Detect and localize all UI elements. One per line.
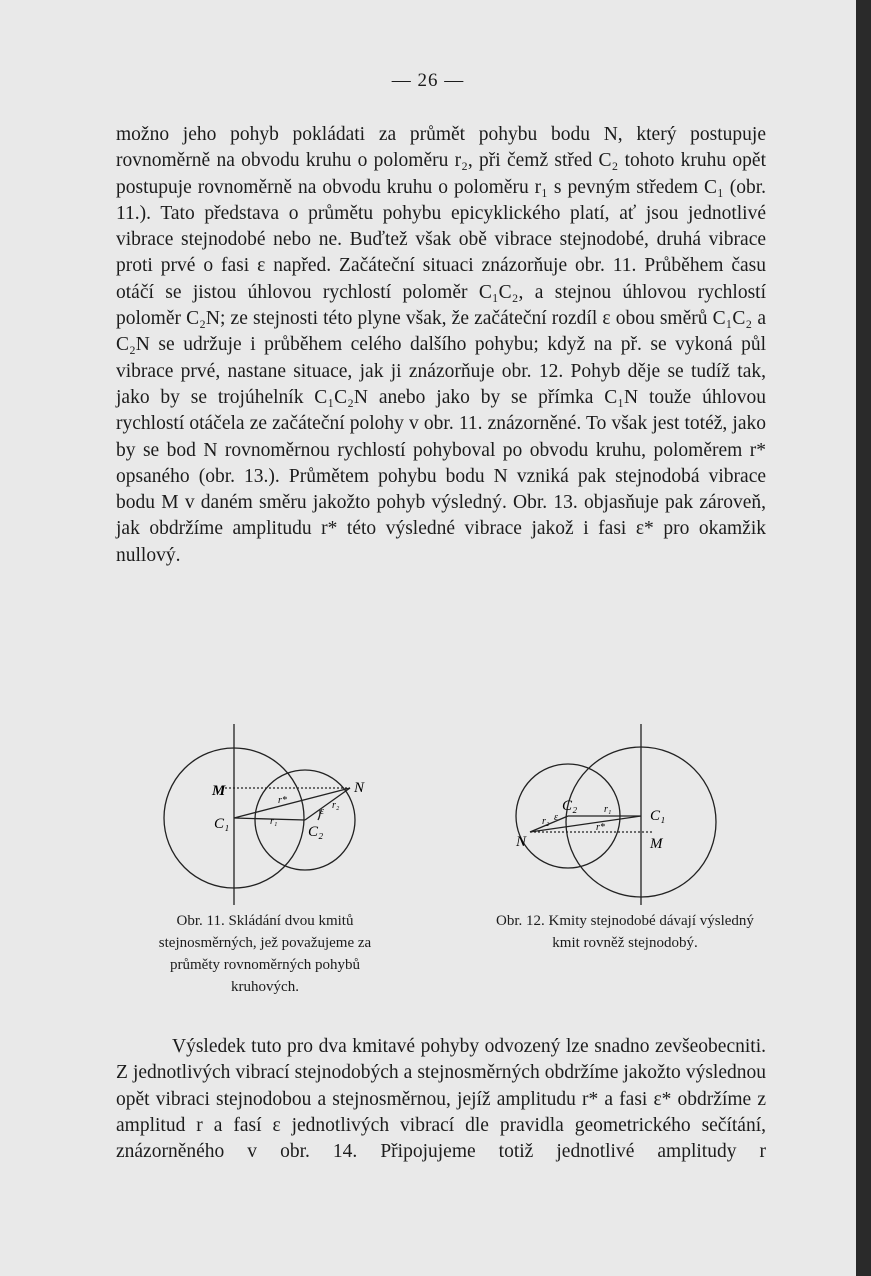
figure-11-caption: Obr. 11. Skládání dvou kmitů stejnosměrných, jež považujeme za průměty rovnoměrných pohybů kruhových. [158, 913, 372, 995]
label-c2: C₂ [308, 824, 324, 840]
label-r1: r₁ [270, 816, 278, 827]
paragraph-1: možno jeho pohyb pokládati za průmět pohybu bodu N, který postupuje rovnoměrně na obvodu kruhu o poloměru r₂, při čemž střed C₂ tohoto kruhu opět postupuje rovnoměrně na obvodu kruhu o poloměru r₁ s pevným středem C₁ (obr. 11.). Tato představa o průmětu pohybu epicyklického platí, ať jsou jednotlivé vibrace stejnodobé nebo ne. Buďtež však obě vibrace stejnodobé, druhá vibrace proti prvé o fasi ε napřed. Začáteční situaci znázorňuje obr. 11. Průběhem času otáčí se jistou úhlovou rychlostí poloměr C₁C₂, a stejnou úhlovou rychlostí poloměr C₂N; ze stejnosti této plyne však, že začáteční rozdíl ε obou směrů C₁C₂ a C₂N se udržuje i průběhem celého dalšího pohybu; když na př. se vykoná půl vibrace prvé, nastane situace, jak ji znázorňuje obr. 12. Pohyb děje se tudíž tak, jako by se trojúhelník C₁C₂N anebo jako by se přímka C₁N touže úhlovou rychlostí otáčela ze začáteční polohy v obr. 11. znázorněné. To však jest totéž, jako by se bod N rovnoměrnou rychlostí pohyboval po obvodu kruhu, poloměrem r* opsaného (obr. 13.). Průmětem pohybu bodu N vzniká pak stejnodobá vibrace bodu M v daném směru jakožto pohyb výsledný. Obr. 13. objasňuje pak zároveň, jak obdržíme amplitudu r* této výsledné vibrace jakož i fasi ε* pro okamžik nullový. [116, 124, 766, 566]
figure-12-diagram [508, 720, 733, 910]
label-c1: C₁ [650, 808, 666, 824]
figure-11-diagram [150, 720, 375, 910]
label-r2: r₂ [332, 800, 340, 811]
figure-12-caption: Obr. 12. Kmity stejnodobé dávají výsledný kmit rovněž stejnodobý. [496, 913, 754, 951]
label-m: M [650, 836, 663, 852]
label-m: M [212, 783, 226, 799]
label-epsilon: ε [320, 806, 324, 817]
label-rstar: r* [278, 795, 287, 806]
book-spine-shadow [856, 0, 871, 1276]
label-c1: C₁ [214, 816, 230, 832]
figure-12 [508, 720, 733, 910]
label-n: N [516, 834, 527, 850]
label-r1: r₁ [604, 804, 612, 815]
label-n: N [354, 780, 365, 796]
label-epsilon: ε [554, 812, 558, 823]
label-r2: r₂ [542, 816, 550, 827]
paragraph-2: Výsledek tuto pro dva kmitavé pohyby odvozený lze snadno zevšeobecniti. Z jednotlivých vibrací stejnodobých a stejnosměrných obdržíme jakožto výslednou opět vibraci stejnodobou a stejnosměrnou, jejíž amplitudu r* a fasi ε* obdržíme z amplitud r a fasí ε jednotlivých vibrací dle pravidla geometrického sečítání, znázorněného v obr. 14. Připojujeme totiž jednotlivé amplitudy r [116, 1036, 766, 1163]
label-c2: C₂ [562, 798, 578, 814]
label-rstar: r* [596, 822, 605, 833]
page-number: — 26 — [391, 70, 465, 91]
figure-11 [150, 720, 375, 910]
line-c2-n [305, 788, 350, 820]
